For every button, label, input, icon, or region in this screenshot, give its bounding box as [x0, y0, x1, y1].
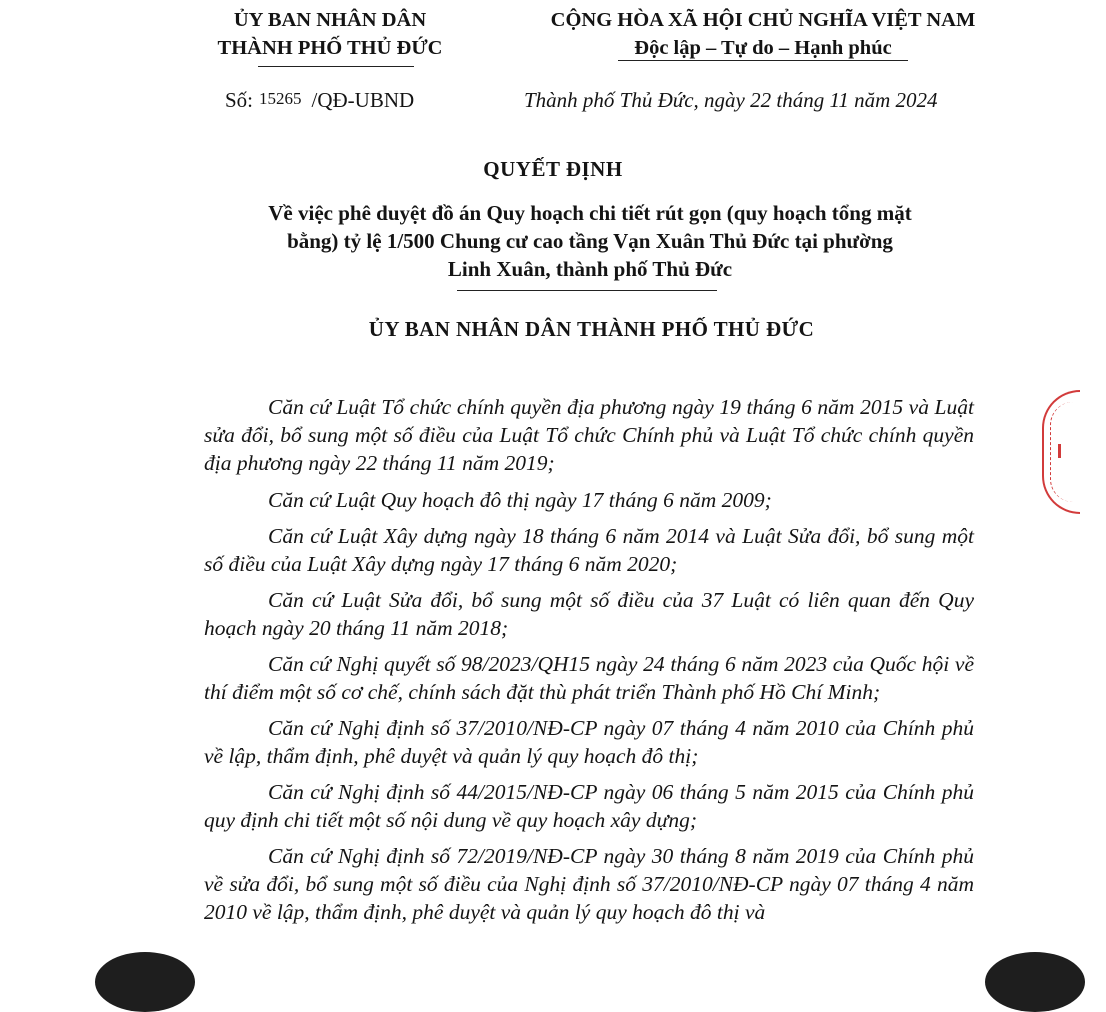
legal-basis-item: Căn cứ Nghị định số 72/2019/NĐ-CP ngày 30 tháng 8 năm 2019 của Chính phủ về sửa đổi, bổ sung một số điều của Nghị định số 37/2010/NĐ-CP ngày 07 tháng 4 năm 2010 về lập, thẩm định, phê duyệt và quản lý quy hoạch đô thị và [204, 844, 974, 924]
seal-mark [1058, 444, 1061, 458]
viewer-corner-shadow-left [95, 952, 195, 1012]
reference-number-value: 15265 [259, 89, 302, 108]
reference-prefix: Số: [225, 88, 254, 112]
issuing-authority [180, 6, 480, 62]
subject-line: Linh Xuân, thành phố Thủ Đức [447, 257, 733, 281]
legal-basis-item: Căn cứ Luật Xây dựng ngày 18 tháng 6 năm 2014 và Luật Sửa đổi, bổ sung một số điều của Luật Xây dựng ngày 17 tháng 6 năm 2020; [204, 524, 974, 576]
seal-inner-ring [1050, 402, 1073, 502]
deciding-authority: ỦY BAN NHÂN DÂN THÀNH PHỐ THỦ ĐỨC [368, 317, 815, 341]
authority-underline [258, 66, 414, 67]
legal-basis-item: Căn cứ Nghị định số 37/2010/NĐ-CP ngày 07 tháng 4 năm 2010 của Chính phủ về lập, thẩm định, phê duyệt và quản lý quy hoạch đô thị; [204, 716, 974, 768]
national-motto: Độc lập – Tự do – Hạnh phúc [634, 37, 892, 59]
subject-underline [457, 290, 717, 291]
viewer-corner-shadow-right [985, 952, 1085, 1012]
issuing-authority-line1: ỦY BAN NHÂN DÂN [233, 9, 427, 31]
document-type: QUYẾT ĐỊNH [483, 157, 623, 181]
reference-date: Thành phố Thủ Đức, ngày 22 tháng 11 năm 2024 [524, 88, 938, 112]
legal-basis-item: Căn cứ Nghị định số 44/2015/NĐ-CP ngày 06 tháng 5 năm 2015 của Chính phủ quy định chi tiết một số nội dung về quy hoạch xây dựng; [204, 780, 974, 832]
legal-basis-item: Căn cứ Nghị quyết số 98/2023/QH15 ngày 24 tháng 6 năm 2023 của Quốc hội về thí điểm một số cơ chế, chính sách đặt thù phát triển Thành phố Hồ Chí Minh; [204, 652, 974, 704]
motto-underline [618, 60, 908, 61]
national-header [518, 6, 1008, 62]
issuing-authority-line2: THÀNH PHỐ THỦ ĐỨC [217, 37, 443, 59]
subject-line: bằng) tỷ lệ 1/500 Chung cư cao tầng Vạn Xuân Thủ Đức tại phường [287, 229, 893, 253]
legal-basis-item: Căn cứ Luật Quy hoạch đô thị ngày 17 tháng 6 năm 2009; [268, 488, 772, 512]
subject-line: Về việc phê duyệt đồ án Quy hoạch chi tiết rút gọn (quy hoạch tổng mặt [268, 201, 912, 225]
document-subject [200, 199, 980, 283]
reference-number [225, 88, 414, 113]
national-title: CỘNG HÒA XÃ HỘI CHỦ NGHĨA VIỆT NAM [550, 9, 976, 31]
legal-basis-item: Căn cứ Luật Sửa đổi, bổ sung một số điều của 37 Luật có liên quan đến Quy hoạch ngày 20 tháng 11 năm 2018; [204, 588, 974, 640]
red-seal-stamp [1042, 390, 1080, 514]
legal-basis-item: Căn cứ Luật Tổ chức chính quyền địa phương ngày 19 tháng 6 năm 2015 và Luật sửa đổi, bổ sung một số điều của Luật Tổ chức Chính phủ và Luật Tổ chức chính quyền địa phương ngày 22 tháng 11 năm 2019; [204, 395, 974, 475]
legal-basis-list [204, 393, 974, 934]
reference-suffix: /QĐ-UBND [311, 88, 415, 112]
